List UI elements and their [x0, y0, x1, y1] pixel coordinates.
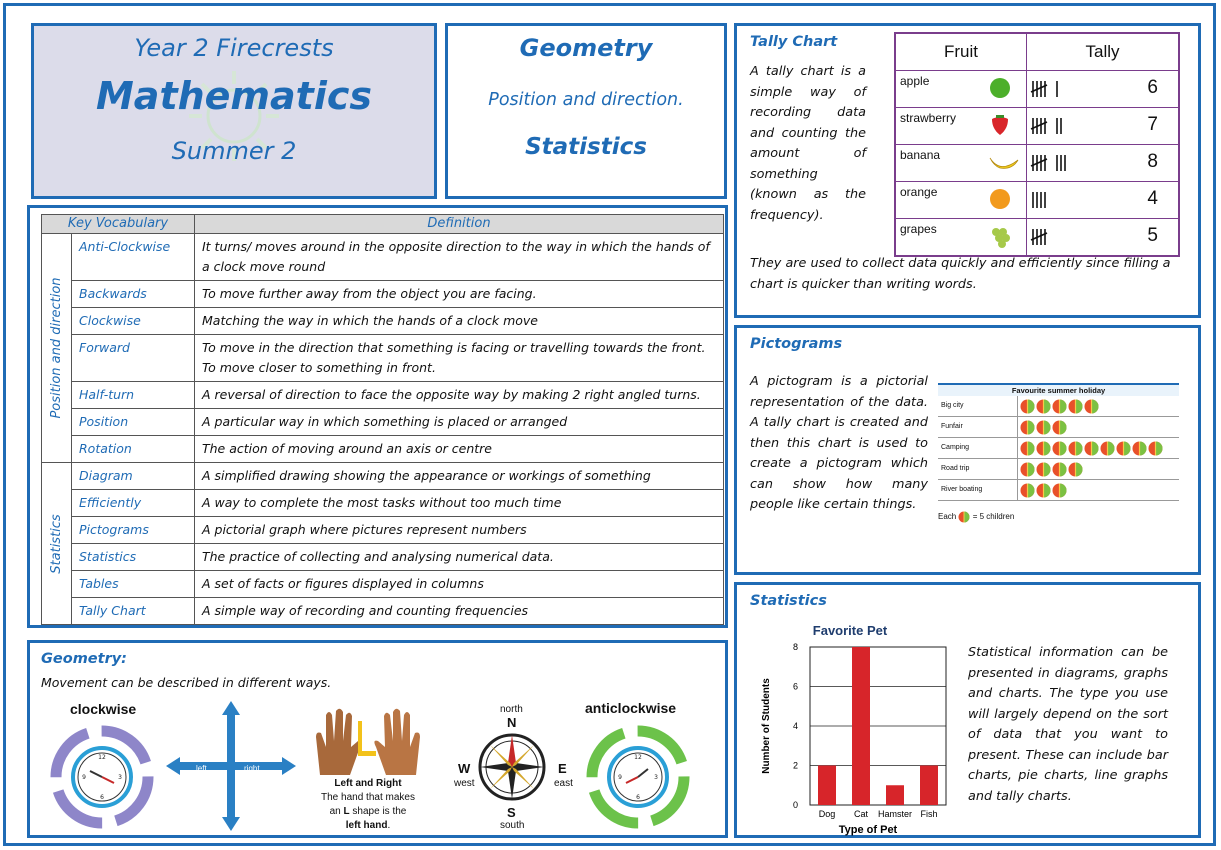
- statistics-heading: Statistics: [750, 593, 827, 609]
- category-label: Statistics: [48, 513, 64, 574]
- title-panel: [31, 23, 437, 199]
- vocab-row: [42, 463, 724, 490]
- tally-fruit-cell: [895, 145, 1027, 182]
- category-statistics: [42, 463, 72, 625]
- pictogram-label: River boating: [938, 480, 1018, 500]
- balloon-icon: [1052, 441, 1067, 456]
- vocab-row: [42, 234, 724, 281]
- class-name: Year 2 Firecrests: [134, 34, 334, 62]
- vocab-row: [42, 544, 724, 571]
- balloon-icon: [1068, 441, 1083, 456]
- compass-south-word: south: [500, 820, 525, 831]
- compass-w: W: [458, 761, 471, 776]
- vocab-header-term: Key Vocabulary: [42, 215, 195, 234]
- tally-row: [895, 145, 1179, 182]
- fruit-name: apple: [900, 74, 930, 88]
- key-suffix: = 5 children: [972, 512, 1015, 522]
- tally-footer: They are used to collect data quickly and efficiently since filling a chart is quicker than writing words.: [750, 256, 1171, 292]
- anticlockwise-diagram-icon: [582, 721, 694, 833]
- geometry-heading: Geometry:: [41, 651, 127, 667]
- vocab-definition: A reversal of direction to face the opposite way by making 2 right angled turns.: [195, 382, 724, 409]
- fruit-name: grapes: [900, 222, 937, 236]
- tally-row: [895, 71, 1179, 108]
- right-arrow-label: right: [244, 764, 260, 773]
- y-axis-label: Number of Students: [761, 678, 772, 774]
- pictogram-heading: Pictograms: [750, 336, 843, 352]
- favorite-pet-chart: [755, 619, 955, 837]
- vocab-term: Pictograms: [72, 517, 195, 544]
- topic-position: Position and direction.: [488, 90, 684, 110]
- svg-text:6: 6: [636, 794, 640, 801]
- lr-period: .: [387, 820, 391, 831]
- tally-mark-cell: [1027, 145, 1180, 182]
- vocab-term: Clockwise: [72, 308, 195, 335]
- vocab-term: Tables: [72, 571, 195, 598]
- lr-left-hand: left hand: [345, 820, 388, 831]
- bar-hamster: [886, 785, 904, 805]
- vocab-definition: To move in the direction that something is facing or travelling towards the front. To move closer to something in front.: [195, 335, 724, 382]
- tally-col-tally: Tally: [1027, 33, 1180, 71]
- x-axis-label: Type of Pet: [838, 824, 898, 836]
- topics-panel: [445, 23, 727, 199]
- svg-text:12: 12: [634, 754, 642, 761]
- vocab-row: [42, 382, 724, 409]
- compass-icon: [476, 731, 548, 803]
- balloon-icon: [1052, 462, 1067, 477]
- tally-marks: [1029, 188, 1109, 212]
- balloon-icon: [1036, 462, 1051, 477]
- bar-cat: [852, 647, 870, 805]
- topic-statistics: Statistics: [525, 134, 647, 160]
- pictogram-row: [938, 417, 1179, 438]
- vocab-term: Efficiently: [72, 490, 195, 517]
- category-position: [42, 234, 72, 463]
- balloon-icon: [1036, 399, 1051, 414]
- compass-east-word: east: [554, 778, 573, 789]
- clockwise-diagram-icon: [46, 721, 158, 833]
- vocab-row: [42, 409, 724, 436]
- vocab-definition: A particular way in which something is placed or arranged: [195, 409, 724, 436]
- geometry-description: Movement can be described in different ways.: [41, 675, 332, 690]
- vocab-term: Anti-Clockwise: [72, 234, 195, 281]
- x-tick-label: Dog: [818, 809, 836, 819]
- tally-mark-cell: [1027, 182, 1180, 219]
- grapes-icon: [988, 224, 1020, 250]
- pictogram-description: A pictogram is a pictorial representation of the data. A tally chart is created and then this chart is used to create a pictogram which can show how many people like certain things.: [750, 374, 928, 512]
- fruit-name: orange: [900, 185, 938, 199]
- balloon-icon: [1132, 441, 1147, 456]
- balloon-icon: [1148, 441, 1163, 456]
- vocab-row: [42, 335, 724, 382]
- vocab-row: [42, 490, 724, 517]
- vocab-definition: To move further away from the object you are facing.: [195, 281, 724, 308]
- statistics-description: Statistical information can be presented in diagrams, graphs and charts. The type you use will largely depend on the sort of data that you want to present. These can include bar charts, pie charts, line graphs and tally charts.: [968, 645, 1168, 804]
- balloon-icon: [1020, 441, 1035, 456]
- backwards-arrow-label: backwards: [218, 776, 226, 811]
- term-name: Summer 2: [171, 137, 297, 165]
- vocab-definition: A set of facts or figures displayed in columns: [195, 571, 724, 598]
- geometry-panel: [27, 640, 728, 838]
- balloon-icon: [1020, 399, 1035, 414]
- tally-row: [895, 108, 1179, 145]
- pictogram-key: [938, 511, 1179, 523]
- tally-marks: [1029, 114, 1109, 138]
- vocab-row: [42, 308, 724, 335]
- pictogram-icons: [1018, 441, 1164, 456]
- tally-table: [894, 32, 1180, 257]
- forwards-arrow-label: forwards: [219, 721, 227, 748]
- pictogram-row: [938, 459, 1179, 480]
- vocab-term: Tally Chart: [72, 598, 195, 625]
- tally-marks: [1029, 77, 1109, 101]
- pictogram-icons: [1018, 420, 1068, 435]
- balloon-icon: [1020, 462, 1035, 477]
- pictogram-label: Funfair: [938, 417, 1018, 437]
- balloon-icon: [1036, 441, 1051, 456]
- svg-text:9: 9: [618, 774, 622, 781]
- tally-count: 8: [1147, 151, 1158, 172]
- balloon-icon: [1068, 462, 1083, 477]
- vocabulary-panel: [27, 205, 728, 628]
- vocab-term: Backwards: [72, 281, 195, 308]
- x-tick-label: Fish: [920, 809, 938, 819]
- balloon-icon: [1052, 399, 1067, 414]
- vocab-term: Statistics: [72, 544, 195, 571]
- clockwise-label: clockwise: [70, 701, 137, 717]
- svg-text:6: 6: [100, 794, 104, 801]
- svg-text:12: 12: [98, 754, 106, 761]
- key-prefix: Each: [938, 512, 957, 522]
- vocab-term: Rotation: [72, 436, 195, 463]
- pictogram-row: [938, 480, 1179, 501]
- tally-fruit-cell: [895, 71, 1027, 108]
- svg-text:3: 3: [118, 774, 122, 781]
- vocab-term: Position: [72, 409, 195, 436]
- tally-count: 5: [1147, 225, 1158, 246]
- bar-dog: [818, 766, 836, 806]
- balloon-icon: [1052, 420, 1067, 435]
- y-tick-label: 4: [792, 721, 798, 731]
- left-right-line3: [300, 819, 436, 833]
- anticlockwise-label: anticlockwise: [585, 700, 677, 716]
- balloon-icon: [1084, 399, 1099, 414]
- tally-marks: [1029, 151, 1109, 175]
- left-right-line1: The hand that makes: [321, 792, 415, 803]
- pictogram-row: [938, 396, 1179, 417]
- x-tick-label: Cat: [853, 809, 869, 819]
- svg-text:9: 9: [82, 774, 86, 781]
- tally-description: A tally chart is a simple way of recording data and counting the amount of something (known as the frequency).: [750, 64, 866, 223]
- topic-geometry: Geometry: [519, 34, 653, 62]
- vocab-definition: The action of moving around an axis or centre: [195, 436, 724, 463]
- lr-shape-text: shape is the: [352, 806, 407, 817]
- tally-fruit-cell: [895, 182, 1027, 219]
- chart-title: Favorite Pet: [812, 623, 888, 638]
- vocab-term: Half-turn: [72, 382, 195, 409]
- vocab-row: [42, 571, 724, 598]
- pictogram-icons: [1018, 462, 1084, 477]
- tally-col-fruit: Fruit: [895, 33, 1027, 71]
- balloon-icon: [1020, 420, 1035, 435]
- vocab-definition: A simplified drawing showing the appearance or workings of something: [195, 463, 724, 490]
- fruit-name: banana: [900, 148, 941, 162]
- compass-north-word: north: [500, 704, 523, 715]
- compass-west-word: west: [454, 778, 475, 789]
- tally-count: 4: [1147, 188, 1158, 209]
- left-arrow-label: left: [196, 764, 207, 773]
- vocab-header-definition: Definition: [195, 215, 724, 234]
- pictogram-row: [938, 438, 1179, 459]
- pictogram-chart: [938, 383, 1179, 523]
- vocab-definition: The practice of collecting and analysing numerical data.: [195, 544, 724, 571]
- strawberry-icon: [988, 113, 1020, 139]
- balloon-icon: [1068, 399, 1083, 414]
- tally-count: 7: [1147, 114, 1158, 135]
- compass-s: S: [507, 805, 516, 820]
- left-right-line2: [300, 805, 436, 819]
- y-tick-label: 2: [792, 760, 798, 771]
- balloon-icon: [1052, 483, 1067, 498]
- left-right-hands-icon: [312, 707, 424, 777]
- pictogram-title: Favourite summer holiday: [938, 383, 1179, 396]
- pictogram-label: Big city: [938, 396, 1018, 416]
- tally-count: 6: [1147, 77, 1158, 98]
- tally-row: [895, 219, 1179, 257]
- tally-mark-cell: [1027, 71, 1180, 108]
- subject-title: Mathematics: [95, 74, 373, 118]
- vocab-definition: A simple way of recording and counting frequencies: [195, 598, 724, 625]
- balloon-icon: [1020, 483, 1035, 498]
- tally-row: [895, 182, 1179, 219]
- left-right-title: Left and Right: [334, 778, 402, 789]
- vocab-term: Forward: [72, 335, 195, 382]
- pictogram-icons: [1018, 483, 1068, 498]
- vocab-term: Diagram: [72, 463, 195, 490]
- balloon-icon: [1100, 441, 1115, 456]
- fruit-name: strawberry: [900, 111, 957, 125]
- vocab-row: [42, 436, 724, 463]
- left-right-caption: [300, 777, 436, 833]
- tally-mark-cell: [1027, 108, 1180, 145]
- apple-icon: [988, 76, 1020, 102]
- svg-text:3: 3: [654, 774, 658, 781]
- balloon-icon: [958, 511, 970, 523]
- direction-arrows-icon: [166, 701, 296, 831]
- tally-mark-cell: [1027, 219, 1180, 257]
- vocab-row: [42, 598, 724, 625]
- statistics-panel: [734, 582, 1201, 838]
- balloon-icon: [1084, 441, 1099, 456]
- x-tick-label: Hamster: [877, 809, 913, 819]
- banana-icon: [988, 150, 1020, 176]
- pictogram-label: Camping: [938, 438, 1018, 458]
- lr-word-an: an: [329, 806, 341, 817]
- pictogram-icons: [1018, 399, 1100, 414]
- y-tick-label: 8: [792, 642, 798, 652]
- balloon-icon: [1116, 441, 1131, 456]
- vocabulary-table: [41, 214, 724, 625]
- compass-e: E: [558, 761, 567, 776]
- y-tick-label: 0: [792, 800, 798, 810]
- vocab-row: [42, 281, 724, 308]
- tally-fruit-cell: [895, 108, 1027, 145]
- category-label: Position and direction: [48, 277, 64, 419]
- pictogram-label: Road trip: [938, 459, 1018, 479]
- vocab-definition: A pictorial graph where pictures represent numbers: [195, 517, 724, 544]
- vocab-definition: Matching the way in which the hands of a clock move: [195, 308, 724, 335]
- balloon-icon: [1036, 483, 1051, 498]
- vocab-definition: A way to complete the most tasks without too much time: [195, 490, 724, 517]
- tally-heading: Tally Chart: [750, 34, 838, 50]
- tally-panel: [734, 23, 1201, 318]
- y-tick-label: 6: [792, 681, 798, 692]
- vocab-row: [42, 517, 724, 544]
- tally-marks: [1029, 225, 1109, 249]
- orange-icon: [988, 187, 1020, 213]
- lr-letter-l: L: [343, 806, 350, 817]
- pictogram-panel: [734, 325, 1201, 575]
- bar-fish: [920, 766, 938, 806]
- tally-fruit-cell: [895, 219, 1027, 257]
- compass-n: N: [507, 715, 517, 730]
- vocab-definition: It turns/ moves around in the opposite direction to the way in which the hands of a clock move round: [195, 234, 724, 281]
- balloon-icon: [1036, 420, 1051, 435]
